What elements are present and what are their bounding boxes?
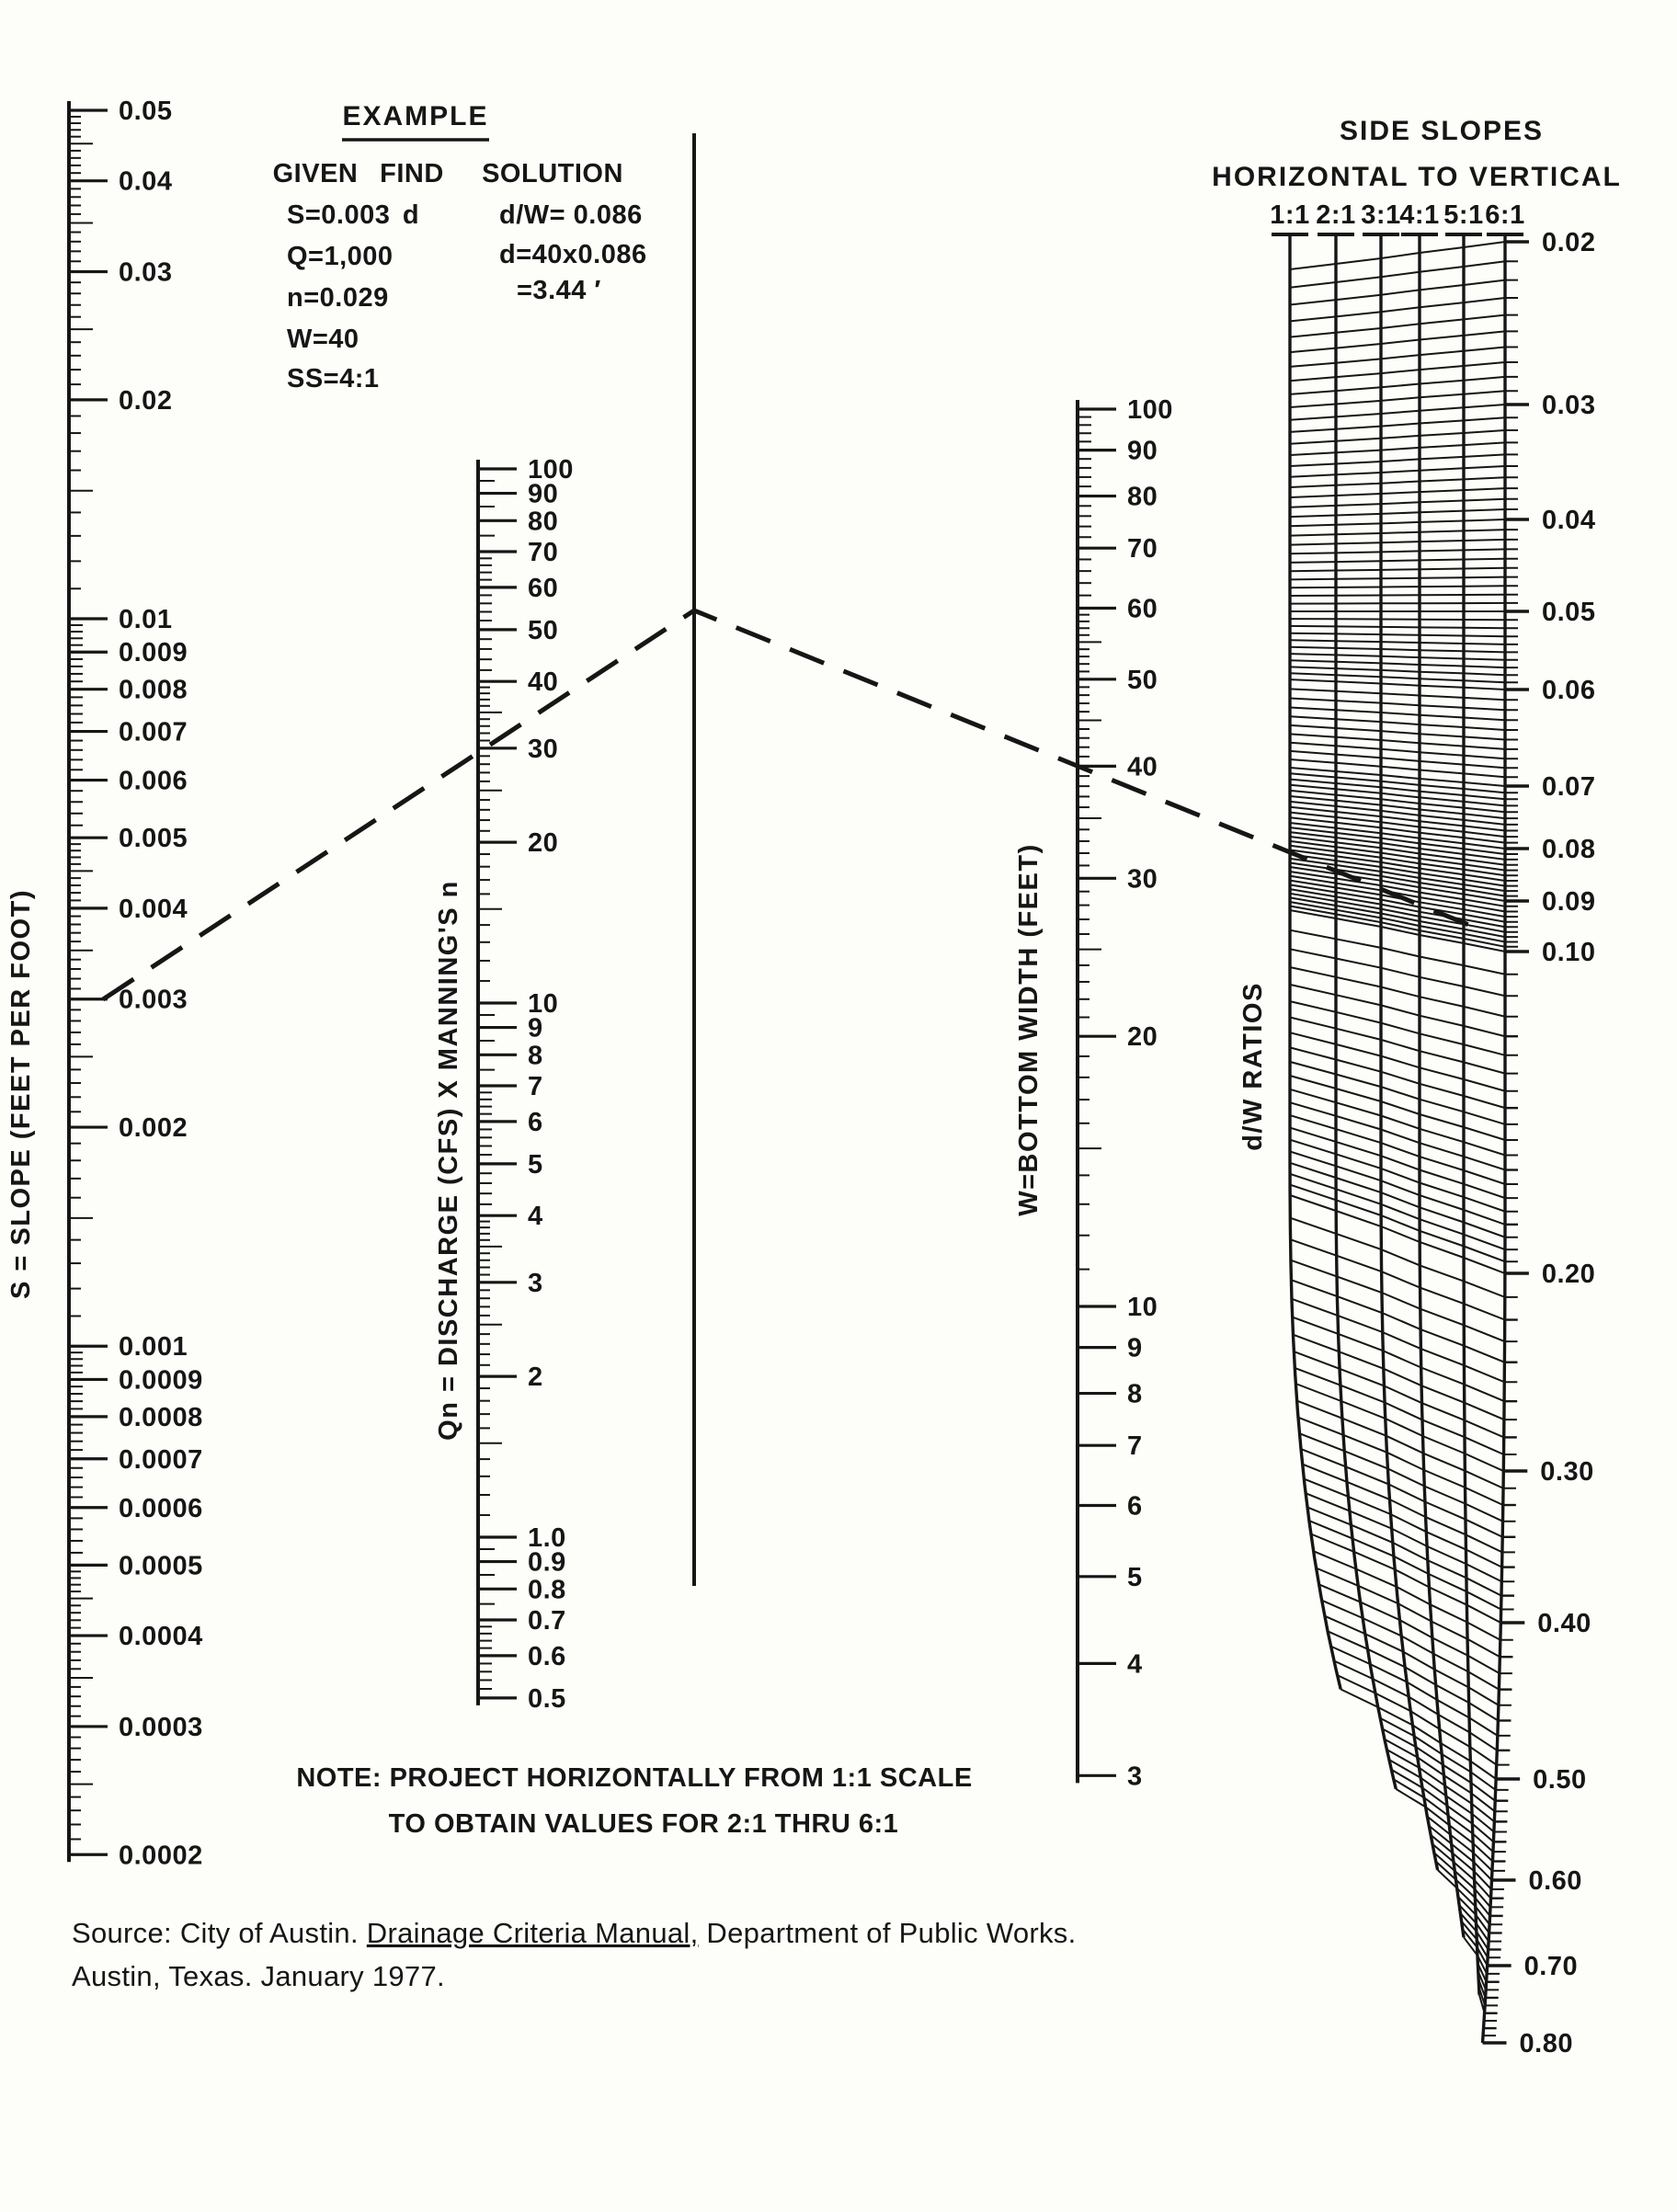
slope-tick-label: 0.008 bbox=[119, 675, 188, 705]
dw-axis-label: d/W RATIOS bbox=[1238, 982, 1268, 1151]
qn-tick-label: 0.6 bbox=[528, 1641, 566, 1671]
width-tick-label: 100 bbox=[1127, 395, 1173, 425]
example-col-given: GIVEN bbox=[272, 159, 359, 188]
dw-curve bbox=[1290, 1185, 1518, 1262]
dw-curve bbox=[1290, 391, 1518, 407]
dw-curve bbox=[1290, 910, 1518, 952]
dw-curve bbox=[1290, 654, 1518, 660]
dw-curve bbox=[1290, 626, 1518, 628]
example-col-find: FIND bbox=[380, 159, 444, 188]
dw-curve bbox=[1290, 568, 1518, 571]
dw-curve bbox=[1294, 1351, 1516, 1437]
qn-tick-label: 8 bbox=[528, 1041, 543, 1071]
dw-curve bbox=[1290, 442, 1518, 455]
qn-axis-label: Qn = DISCHARGE (CFS) X MANNING'S n bbox=[434, 880, 463, 1441]
dw-curve bbox=[1291, 1280, 1517, 1363]
slope-tick-label: 0.0006 bbox=[119, 1493, 203, 1523]
source-line-1 bbox=[72, 1917, 1077, 1949]
width-tick-label: 9 bbox=[1127, 1333, 1143, 1363]
width-tick-label: 70 bbox=[1127, 534, 1158, 564]
width-scale bbox=[1078, 395, 1173, 1791]
dw-curve bbox=[1290, 743, 1518, 759]
dw-curve bbox=[1290, 499, 1518, 507]
dw-curve bbox=[1290, 699, 1518, 711]
example-given-s: S=0.003 bbox=[287, 200, 391, 230]
dw-curve bbox=[1290, 1018, 1518, 1074]
dw-curve bbox=[1290, 1089, 1518, 1156]
side-slopes-subtitle: HORIZONTAL TO VERTICAL bbox=[1212, 162, 1622, 192]
qn-tick-label: 2 bbox=[528, 1363, 543, 1393]
dw-curve bbox=[1290, 660, 1518, 667]
slope-axis-label: S = SLOPE (FEET PER FOOT) bbox=[6, 889, 36, 1299]
note-line-1: NOTE: PROJECT HORIZONTALLY FROM 1:1 SCALE bbox=[296, 1763, 973, 1793]
qn-tick-label: 1.0 bbox=[528, 1523, 566, 1553]
dw-curve bbox=[1309, 1521, 1514, 1609]
slope-tick-label: 0.0009 bbox=[119, 1365, 203, 1396]
dw-tick-label: 0.03 bbox=[1542, 391, 1596, 420]
dw-tick-label: 0.08 bbox=[1542, 835, 1596, 864]
dw-curve bbox=[1306, 1493, 1514, 1581]
example-dashed-polyline bbox=[103, 610, 1485, 999]
dw-curve bbox=[1290, 577, 1518, 580]
slope-tick-label: 0.006 bbox=[119, 766, 188, 796]
width-tick-label: 6 bbox=[1127, 1491, 1143, 1522]
dw-curve bbox=[1304, 1479, 1514, 1568]
dw-curve bbox=[1290, 595, 1518, 596]
width-tick-label: 5 bbox=[1127, 1562, 1143, 1592]
dw-curve bbox=[1290, 549, 1518, 553]
example-dashed-line bbox=[103, 610, 1485, 999]
source-citation bbox=[72, 1917, 1077, 1992]
side-slopes-header bbox=[1212, 116, 1622, 192]
side-slope-column-label: 4:1 bbox=[1399, 200, 1440, 230]
width-tick-label: 7 bbox=[1127, 1431, 1143, 1462]
width-tick-label: 8 bbox=[1127, 1379, 1143, 1409]
dw-tick-label: 0.50 bbox=[1533, 1765, 1587, 1795]
example-given-w: W=40 bbox=[287, 325, 359, 354]
example-block bbox=[273, 101, 647, 393]
scales bbox=[69, 97, 1173, 1870]
dw-ratio-grid bbox=[1270, 200, 1595, 2058]
width-tick-label: 20 bbox=[1127, 1022, 1158, 1053]
qn-tick-label: 40 bbox=[528, 667, 559, 698]
qn-tick-label: 10 bbox=[528, 989, 559, 1019]
dw-tick-label: 0.60 bbox=[1528, 1866, 1582, 1896]
note-line-2: TO OBTAIN VALUES FOR 2:1 THRU 6:1 bbox=[388, 1809, 899, 1839]
qn-tick-label: 50 bbox=[528, 615, 559, 645]
dw-curve bbox=[1290, 454, 1518, 466]
qn-tick-label: 70 bbox=[528, 537, 559, 567]
dw-tick-label: 0.70 bbox=[1523, 1952, 1579, 1981]
source-title: Drainage Criteria Manual, bbox=[366, 1917, 699, 1949]
source-line-2: Austin, Texas. January 1977. bbox=[72, 1960, 445, 1992]
dw-curve bbox=[1290, 725, 1518, 740]
dw-curve bbox=[1290, 417, 1518, 432]
qn-tick-label: 3 bbox=[528, 1268, 543, 1298]
slope-tick-label: 0.05 bbox=[119, 97, 173, 126]
dw-curve bbox=[1291, 1239, 1518, 1319]
dw-tick-label: 0.40 bbox=[1537, 1609, 1591, 1638]
dw-curve bbox=[1290, 633, 1518, 637]
example-title: EXAMPLE bbox=[342, 101, 489, 131]
note bbox=[296, 1763, 972, 1839]
dw-tick-label: 0.06 bbox=[1542, 676, 1596, 705]
dw-curve bbox=[1340, 1689, 1509, 1779]
dw-curve bbox=[1290, 949, 1518, 996]
dw-tick-label: 0.09 bbox=[1542, 887, 1596, 917]
dw-curve bbox=[1290, 751, 1518, 768]
slope-scale bbox=[69, 97, 203, 1870]
qn-tick-label: 7 bbox=[528, 1071, 543, 1101]
qn-tick-label: 0.7 bbox=[528, 1605, 566, 1636]
dw-curve bbox=[1290, 647, 1518, 653]
dw-curve bbox=[1290, 796, 1518, 818]
example-col-solution: SOLUTION bbox=[482, 159, 623, 188]
width-tick-label: 40 bbox=[1127, 752, 1158, 782]
dw-curve bbox=[1290, 1163, 1518, 1237]
dw-curve bbox=[1290, 640, 1518, 644]
dw-tick-label: 0.05 bbox=[1542, 598, 1596, 627]
width-axis-label: W=BOTTOM WIDTH (FEET) bbox=[1014, 843, 1044, 1216]
slope-tick-label: 0.0003 bbox=[119, 1712, 203, 1742]
dw-curve bbox=[1290, 759, 1518, 777]
dw-curve bbox=[1290, 930, 1518, 975]
slope-tick-label: 0.0007 bbox=[119, 1444, 203, 1475]
slope-tick-label: 0.001 bbox=[119, 1332, 188, 1363]
qn-tick-label: 100 bbox=[528, 455, 574, 485]
dw-curve bbox=[1290, 1174, 1518, 1249]
slope-tick-label: 0.04 bbox=[119, 166, 173, 197]
dw-curve bbox=[1290, 791, 1518, 812]
dw-curve bbox=[1290, 477, 1518, 487]
dw-curve bbox=[1290, 586, 1518, 587]
slope-tick-label: 0.0002 bbox=[119, 1841, 203, 1871]
example-given-n: n=0.029 bbox=[287, 283, 389, 313]
dw-tick-label: 0.80 bbox=[1519, 2029, 1573, 2058]
qn-tick-label: 4 bbox=[528, 1202, 543, 1232]
dw-tick-label: 0.30 bbox=[1540, 1457, 1594, 1487]
dw-curve bbox=[1290, 530, 1518, 536]
width-tick-label: 60 bbox=[1127, 594, 1158, 624]
dw-curve bbox=[1290, 466, 1518, 477]
dw-curve bbox=[1290, 1102, 1518, 1169]
dw-tick-label: 0.20 bbox=[1541, 1260, 1596, 1289]
side-slope-column-label: 1:1 bbox=[1270, 200, 1310, 230]
dw-curve bbox=[1290, 540, 1518, 545]
dw-curve bbox=[1290, 519, 1518, 526]
dw-tick-label: 0.04 bbox=[1542, 506, 1596, 535]
side-slope-column-label: 5:1 bbox=[1443, 200, 1484, 230]
qn-tick-label: 9 bbox=[528, 1013, 543, 1043]
dw-curve bbox=[1293, 1335, 1517, 1420]
dw-curve bbox=[1293, 1317, 1518, 1402]
width-tick-label: 80 bbox=[1127, 482, 1158, 512]
dw-curve bbox=[1290, 1062, 1518, 1124]
dw-curve bbox=[1303, 1465, 1515, 1553]
width-tick-label: 50 bbox=[1127, 665, 1158, 695]
slope-tick-label: 0.0005 bbox=[119, 1551, 203, 1581]
dw-curve bbox=[1290, 689, 1518, 700]
slope-tick-label: 0.003 bbox=[119, 985, 188, 1015]
qn-tick-label: 90 bbox=[528, 479, 559, 509]
slope-tick-label: 0.01 bbox=[119, 605, 173, 635]
slope-tick-label: 0.005 bbox=[119, 824, 188, 854]
dw-curve bbox=[1290, 377, 1518, 394]
source-prefix: Source: City of Austin. bbox=[72, 1917, 367, 1949]
dw-curve bbox=[1334, 1661, 1510, 1750]
side-slope-column-label: 2:1 bbox=[1316, 200, 1356, 230]
dw-curve bbox=[1290, 603, 1518, 604]
slope-tick-label: 0.03 bbox=[119, 257, 173, 288]
slope-tick-label: 0.0008 bbox=[119, 1402, 203, 1432]
dw-curve bbox=[1290, 242, 1518, 269]
dw-curve bbox=[1290, 1195, 1518, 1273]
example-find-value: d bbox=[402, 200, 420, 230]
dw-curve bbox=[1307, 1507, 1514, 1595]
example-solution-1: d/W= 0.086 bbox=[499, 200, 643, 230]
dw-curve bbox=[1290, 559, 1518, 563]
qn-tick-label: 0.9 bbox=[528, 1547, 566, 1578]
dw-tick-label: 0.02 bbox=[1542, 228, 1596, 257]
width-tick-label: 10 bbox=[1127, 1293, 1158, 1322]
example-solution-2: d=40x0.086 bbox=[499, 240, 647, 269]
slope-tick-label: 0.002 bbox=[119, 1113, 188, 1144]
dw-curve bbox=[1290, 1032, 1518, 1091]
qn-tick-label: 0.5 bbox=[528, 1683, 566, 1714]
slope-tick-label: 0.007 bbox=[119, 717, 188, 747]
qn-tick-label: 6 bbox=[528, 1107, 543, 1137]
slope-tick-label: 0.0004 bbox=[119, 1622, 203, 1652]
qn-tick-label: 20 bbox=[528, 828, 559, 859]
side-slopes-title: SIDE SLOPES bbox=[1339, 116, 1545, 146]
dw-curve bbox=[1290, 405, 1518, 420]
qn-tick-label: 0.8 bbox=[528, 1575, 566, 1605]
dw-curve bbox=[1290, 430, 1518, 444]
width-tick-label: 4 bbox=[1127, 1649, 1143, 1680]
dw-curve bbox=[1290, 876, 1518, 912]
slope-tick-label: 0.009 bbox=[119, 638, 188, 668]
example-given-q: Q=1,000 bbox=[287, 242, 394, 271]
example-solution-3: =3.44 ′ bbox=[517, 276, 601, 305]
slope-tick-label: 0.02 bbox=[119, 385, 173, 416]
qn-tick-label: 30 bbox=[528, 734, 559, 764]
width-tick-label: 90 bbox=[1127, 436, 1158, 466]
dw-curve bbox=[1290, 509, 1518, 517]
example-given-ss: SS=4:1 bbox=[287, 364, 380, 393]
dw-curve bbox=[1331, 1647, 1511, 1736]
source-suffix: Department of Public Works. bbox=[698, 1917, 1077, 1949]
width-tick-label: 3 bbox=[1127, 1762, 1143, 1792]
side-slope-column-label: 6:1 bbox=[1485, 200, 1525, 230]
qn-tick-label: 5 bbox=[528, 1149, 543, 1180]
dw-curve bbox=[1290, 488, 1518, 497]
qn-scale bbox=[478, 455, 574, 1714]
dw-curve bbox=[1328, 1631, 1511, 1720]
dw-tick-label: 0.10 bbox=[1542, 938, 1596, 967]
side-slope-column bbox=[1336, 234, 1396, 1789]
dw-tick-label: 0.07 bbox=[1542, 772, 1596, 802]
dw-curve bbox=[1290, 734, 1518, 749]
qn-tick-label: 60 bbox=[528, 573, 559, 603]
qn-tick-label: 80 bbox=[528, 507, 559, 537]
width-tick-label: 30 bbox=[1127, 864, 1158, 895]
dw-curve bbox=[1290, 619, 1518, 620]
side-slope-column-label: 3:1 bbox=[1361, 200, 1401, 230]
slope-tick-label: 0.004 bbox=[119, 894, 188, 924]
